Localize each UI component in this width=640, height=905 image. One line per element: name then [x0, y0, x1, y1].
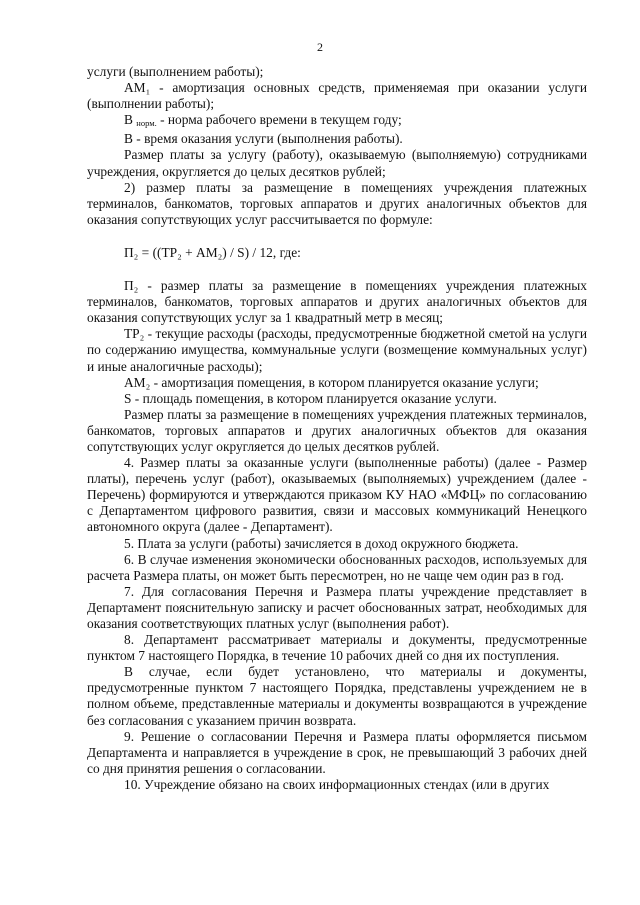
paragraph: 4. Размер платы за оказанные услуги (выполненные работы) (далее - Размер платы), перечень услуг (работ), оказываемых (выполняемых) учреждением (далее - Перечень) формируются и утверждаются приказом КУ НАО «МФЦ» по согласованию с Департаментом цифрового развития, связи и массовых коммуникаций Ненецкого автономного округа (далее - Департамент).: [87, 455, 587, 535]
paragraph: 5. Плата за услуги (работы) зачисляется в доход окружного бюджета.: [124, 535, 519, 551]
paragraph: 8. Департамент рассматривает материалы и документы, предусмотренные пунктом 7 настоящего Порядка, в течение 10 рабочих дней со дня их поступления.: [87, 632, 587, 664]
paragraph: В случае, если будет установлено, что материалы и документы, предусмотренные пунктом 7 настоящего Порядка, представлены учреждением не в полном объеме, представленные материалы и документы возвращаются в учреждение без согласования с указанием причин возврата.: [87, 664, 587, 728]
paragraph: 9. Решение о согласовании Перечня и Размера платы оформляется письмом Департамента и направляется в учреждение в срок, не превышающий 3 рабочих дней со дня принятия решения о согласовании.: [87, 728, 587, 776]
paragraph: АМ₁ - амортизация основных средств, применяемая при оказании услуги (выполнении работы);: [87, 80, 587, 112]
paragraph: АМ₂ - амортизация помещения, в котором планируется оказание услуги;: [124, 374, 539, 390]
paragraph: Размер платы за размещение в помещениях учреждения платежных терминалов, банкоматов, торговых аппаратов и других аналогичных объектов для оказания сопутствующих услуг округляется до целых десятков рублей.: [87, 406, 587, 454]
formula: П₂ = ((ТР₂ + АМ₂) / S) / 12, где:: [124, 244, 301, 260]
paragraph-norm: В $_{норм.}$ - норма рабочего времени в текущем году;: [124, 112, 402, 129]
paragraph: S - площадь помещения, в котором планируется оказание услуги.: [124, 390, 497, 406]
paragraph: 6. В случае изменения экономически обоснованных расходов, используемых для расчета Размера платы, он может быть пересмотрен, но не чаще чем один раз в год.: [87, 551, 587, 583]
paragraph: 7. Для согласования Перечня и Размера платы учреждение представляет в Департамент пояснительную записку и расчет обоснованных затрат, необходимых для оказания соответствующих платных услуг (выполнения работ).: [87, 583, 587, 631]
paragraph: П₂ - размер платы за размещение в помещениях учреждения платежных терминалов, банкоматов, торговых аппаратов и других аналогичных объектов для оказания сопутствующих услуг за 1 квадратный метр в месяц;: [87, 278, 587, 326]
paragraph: В - время оказания услуги (выполнения работы).: [124, 131, 403, 147]
norm-symbol: В: [124, 112, 133, 128]
norm-description: норма рабочего времени в текущем году;: [167, 112, 402, 128]
norm-subscript: норм.: [136, 118, 157, 129]
paragraph: услуги (выполнением работы);: [87, 64, 264, 79]
document-body: [87, 64, 587, 793]
paragraph: 10. Учреждение обязано на своих информационных стендах (или в других: [124, 776, 550, 792]
page-number: 2: [317, 40, 323, 54]
paragraph: ТР₂ - текущие расходы (расходы, предусмотренные бюджетной сметой на услуги по содержанию имущества, коммунальные услуги (возмещение коммунальных услуг) и иные аналогичные расходы);: [87, 326, 587, 374]
paragraph: 2) размер платы за размещение в помещениях учреждения платежных терминалов, банкоматов, торговых аппаратов и других аналогичных объектов для оказания сопутствующих услуг рассчитывается по формуле:: [87, 179, 587, 227]
paragraph: Размер платы за услугу (работу), оказываемую (выполняемую) сотрудниками учреждения, округляется до целых десятков рублей;: [87, 147, 587, 179]
